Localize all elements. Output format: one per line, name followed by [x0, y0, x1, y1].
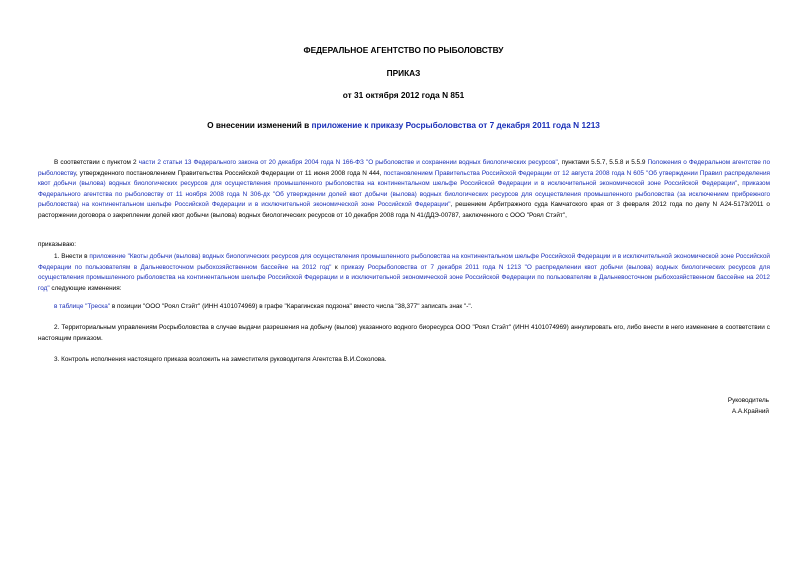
- agency-heading: ФЕДЕРАЛЬНОЕ АГЕНТСТВО ПО РЫБОЛОВСТВУ: [303, 45, 504, 55]
- item-1-change-text: в позиции "ООО "Роял Стэйт" (ИНН 4101074969) в графе "Карагинская подзона" вместо числа "38,377" записать знак "-".: [110, 303, 473, 310]
- preamble-link-resolution[interactable]: постановлением Правительства Российской Федерации от 12 августа 2008 года N 605 "Об утверждении Правил распределения квот добычи (вылова) водных биологических ресурсов для осуществления промышленного рыболовства на континентальном шельфе Российской Федерации и в исключительной экономической зоне Российской Федерации": [38, 169, 770, 188]
- signature-block: [728, 396, 769, 417]
- preamble-text-1: В соответствии с пунктом 2: [54, 159, 139, 166]
- preamble-text-3: , утвержденного постановлением Правительства Российской Федерации от 11 июня 2008 года N 444,: [75, 169, 384, 177]
- signature-title: Руководитель: [727, 397, 769, 404]
- preamble-link-law[interactable]: части 2 статьи 13 Федерального закона от 20 декабря 2004 года N 166-ФЗ "О рыболовстве и сохранении водных биологических ресурсов": [138, 159, 558, 166]
- item-2-paragraph: 2. Территориальным управлениям Росрыболовства в случае выдачи разрешения на добычу (вылов) указанного водного биоресурса ООО "Роял Стэйт" (ИНН 4101074969) аннулировать его, либо внести в него изменение в соответствии с настоящим приказом.: [38, 324, 770, 342]
- preamble-paragraph: [38, 158, 770, 222]
- document-type-heading: ПРИКАЗ: [386, 68, 421, 78]
- preamble-text-5: , решением Арбитражного суда Камчатского края от 3 февраля 2012 года по делу N А24-5173/2011 о расторжении договора о закреплении долей квот добычи (вылова) водных биологических ресурсов от 10 декабря 2008 года N 41/ДДЭ-00787, заключенного с ООО "Роял Стэйт",: [38, 201, 770, 219]
- item-1-link-order[interactable]: приказу Росрыболовства от 7 декабря 2011 года N 1213 "О распределении квот добычи (вылова) водных биологических ресурсов для осуществления промышленного рыболовства на континентальном шельфе Российской Федерации и в исключительной экономической зоне Российской Федерации по пользователям в Дальневосточном рыбохозяйственном бассейне на 2012 год": [38, 263, 770, 292]
- signature-name: А.А.Крайний: [731, 407, 769, 415]
- cod-table-link[interactable]: в таблице "Треска": [54, 303, 111, 310]
- subject-prefix: О внесении изменений в: [207, 120, 312, 130]
- item-1-link-appendix[interactable]: приложение "Квоты добычи (вылова) водных биологических ресурсов для осуществления промышленного рыболовства на континентальном шельфе Российской Федерации и в исключительной экономической зоне Российской Федерации по пользователям в Дальневосточном рыбохозяйственном бассейне на 2012 год": [38, 253, 770, 271]
- preamble-link-order[interactable]: приказом Федерального агентства по рыболовству от 11 ноября 2008 года N 306-дх "Об утверждении долей квот добычи (вылова) водных биологических ресурсов для осуществления промышленного рыболовства (за исключением прибрежного рыболовства) на континентальном шельфе Российской Федерации и в исключительной экономической зоне Российской Федерации": [38, 180, 770, 209]
- item-1-text-2: к: [331, 263, 342, 271]
- subject-heading: [0, 120, 807, 130]
- item-1-change-paragraph: [38, 302, 770, 313]
- order-word: приказываю:: [38, 241, 76, 248]
- preamble-link-regulation[interactable]: Положения о Федеральном агентстве по рыболовству: [38, 159, 771, 177]
- subject-link[interactable]: приложение к приказу Росрыболовства от 7 декабря 2011 года N 1213: [311, 120, 600, 130]
- item-1-text-3: следующие изменения:: [49, 284, 122, 292]
- item-3-paragraph: 3. Контроль исполнения настоящего приказа возложить на заместителя руководителя Агентства В.И.Соколова.: [54, 356, 387, 363]
- preamble-text-4: ,: [737, 180, 743, 188]
- date-number-heading: от 31 октября 2012 года N 851: [342, 90, 465, 100]
- preamble-text-2: , пунктами 5.5.7, 5.5.8 и 5.5.9: [557, 159, 648, 166]
- item-1-paragraph: [38, 252, 770, 294]
- item-1-text-1: 1. Внести в: [54, 253, 90, 260]
